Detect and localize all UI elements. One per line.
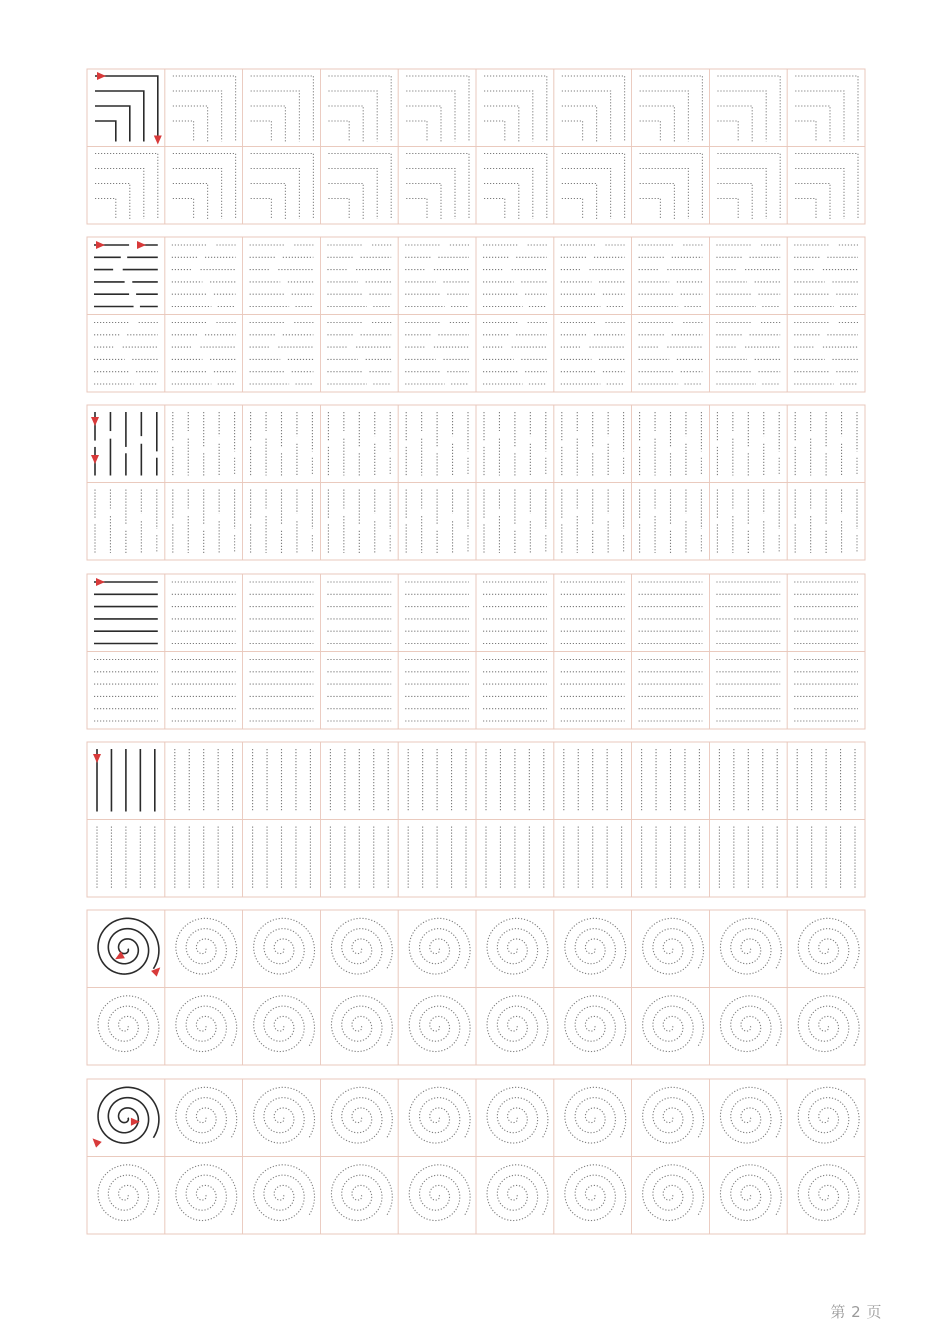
tracing-cell bbox=[320, 988, 398, 1066]
cell-border bbox=[787, 988, 865, 1066]
tracing-cell bbox=[476, 147, 554, 225]
stroke-direction-arrow-icon bbox=[97, 72, 106, 80]
cell-border bbox=[398, 820, 476, 898]
tracing-cell bbox=[165, 988, 243, 1066]
cell-border bbox=[709, 147, 787, 225]
tracing-cell bbox=[87, 315, 165, 393]
tracing-cell bbox=[632, 742, 710, 820]
cell-border bbox=[554, 652, 632, 730]
cell-border bbox=[554, 147, 632, 225]
tracing-cell bbox=[476, 69, 554, 147]
tracing-cell bbox=[787, 69, 865, 147]
section-vertical-lines bbox=[87, 742, 865, 897]
cell-border bbox=[632, 147, 710, 225]
cell-border bbox=[165, 1157, 243, 1235]
cell-border bbox=[243, 1079, 321, 1157]
tracing-cell bbox=[320, 483, 398, 561]
tracing-cell bbox=[476, 237, 554, 315]
cell-border bbox=[709, 237, 787, 315]
cell-border bbox=[165, 405, 243, 483]
tracing-cell bbox=[165, 405, 243, 483]
cell-border bbox=[320, 1079, 398, 1157]
cell-border bbox=[554, 574, 632, 652]
cell-border bbox=[398, 237, 476, 315]
tracing-cell bbox=[165, 315, 243, 393]
tracing-cell bbox=[243, 910, 321, 988]
tracing-cell bbox=[554, 910, 632, 988]
tracing-cell bbox=[320, 147, 398, 225]
cell-border bbox=[165, 147, 243, 225]
section-spiral-out bbox=[87, 910, 865, 1065]
tracing-cell bbox=[243, 988, 321, 1066]
tracing-cell bbox=[554, 147, 632, 225]
tracing-cell bbox=[709, 69, 787, 147]
cell-border bbox=[87, 652, 165, 730]
tracing-cell bbox=[632, 483, 710, 561]
tracing-cell bbox=[709, 315, 787, 393]
cell-border bbox=[165, 652, 243, 730]
cell-border bbox=[787, 483, 865, 561]
tracing-cell bbox=[320, 742, 398, 820]
tracing-cell bbox=[398, 237, 476, 315]
cell-border bbox=[787, 237, 865, 315]
tracing-cell bbox=[554, 742, 632, 820]
cell-border bbox=[165, 574, 243, 652]
cell-border bbox=[87, 483, 165, 561]
cell-border bbox=[476, 237, 554, 315]
tracing-cell bbox=[476, 652, 554, 730]
cell-border bbox=[398, 574, 476, 652]
cell-border bbox=[87, 820, 165, 898]
cell-border bbox=[243, 237, 321, 315]
cell-border bbox=[787, 405, 865, 483]
cell-border bbox=[320, 147, 398, 225]
tracing-cell bbox=[554, 988, 632, 1066]
cell-border bbox=[709, 988, 787, 1066]
cell-border bbox=[554, 69, 632, 147]
tracing-cell bbox=[165, 483, 243, 561]
example-cell bbox=[87, 742, 165, 820]
tracing-cell bbox=[398, 1079, 476, 1157]
cell-border bbox=[476, 820, 554, 898]
cell-border bbox=[709, 820, 787, 898]
tracing-cell bbox=[476, 405, 554, 483]
cell-border bbox=[709, 315, 787, 393]
tracing-cell bbox=[476, 483, 554, 561]
cell-border bbox=[398, 1157, 476, 1235]
example-cell bbox=[87, 574, 165, 652]
stroke-direction-arrow-icon bbox=[91, 455, 99, 464]
tracing-cell bbox=[787, 988, 865, 1066]
cell-border bbox=[476, 742, 554, 820]
tracing-cell bbox=[165, 147, 243, 225]
cell-border bbox=[398, 652, 476, 730]
tracing-cell bbox=[87, 1157, 165, 1235]
cell-border bbox=[165, 910, 243, 988]
example-cell bbox=[87, 237, 165, 315]
tracing-cell bbox=[632, 237, 710, 315]
cell-border bbox=[554, 820, 632, 898]
cell-border bbox=[554, 483, 632, 561]
stroke-direction-arrow-icon bbox=[90, 1136, 102, 1148]
cell-border bbox=[787, 315, 865, 393]
cell-border bbox=[243, 910, 321, 988]
cell-border bbox=[476, 574, 554, 652]
tracing-cell bbox=[243, 652, 321, 730]
tracing-cell bbox=[243, 574, 321, 652]
tracing-cell bbox=[632, 652, 710, 730]
cell-border bbox=[632, 1157, 710, 1235]
tracing-cell bbox=[787, 820, 865, 898]
section-dashes bbox=[87, 237, 865, 392]
cell-border bbox=[709, 483, 787, 561]
tracing-cell bbox=[787, 652, 865, 730]
tracing-cell bbox=[554, 69, 632, 147]
tracing-cell bbox=[787, 574, 865, 652]
cell-border bbox=[476, 405, 554, 483]
example-cell bbox=[87, 910, 165, 988]
cell-border bbox=[476, 1157, 554, 1235]
stroke-direction-arrow-icon bbox=[154, 136, 162, 145]
cell-border bbox=[632, 820, 710, 898]
cell-border bbox=[398, 405, 476, 483]
tracing-cell bbox=[787, 315, 865, 393]
example-cell bbox=[87, 405, 165, 483]
tracing-cell bbox=[398, 147, 476, 225]
tracing-cell bbox=[320, 237, 398, 315]
cell-border bbox=[320, 820, 398, 898]
cell-border bbox=[165, 69, 243, 147]
tracing-cell bbox=[243, 1079, 321, 1157]
tracing-cell bbox=[243, 147, 321, 225]
cell-border bbox=[87, 988, 165, 1066]
section-corners bbox=[87, 69, 865, 224]
tracing-cell bbox=[165, 820, 243, 898]
tracing-cell bbox=[320, 574, 398, 652]
cell-border bbox=[243, 988, 321, 1066]
tracing-cell bbox=[554, 1079, 632, 1157]
tracing-cell bbox=[320, 820, 398, 898]
tracing-cell bbox=[87, 988, 165, 1066]
tracing-cell bbox=[709, 1157, 787, 1235]
tracing-cell bbox=[709, 1079, 787, 1157]
tracing-cell bbox=[243, 237, 321, 315]
tracing-cell bbox=[243, 405, 321, 483]
stroke-direction-arrow-icon bbox=[93, 754, 101, 763]
cell-border bbox=[243, 820, 321, 898]
cell-border bbox=[476, 1079, 554, 1157]
section-vertical-dashes bbox=[87, 405, 865, 560]
tracing-cell bbox=[554, 820, 632, 898]
stroke-direction-arrow-icon bbox=[151, 965, 163, 977]
cell-border bbox=[398, 910, 476, 988]
tracing-cell bbox=[787, 910, 865, 988]
cell-border bbox=[398, 1079, 476, 1157]
tracing-cell bbox=[787, 405, 865, 483]
tracing-cell bbox=[398, 315, 476, 393]
cell-border bbox=[787, 742, 865, 820]
cell-border bbox=[320, 237, 398, 315]
tracing-cell bbox=[476, 988, 554, 1066]
cell-border bbox=[709, 1157, 787, 1235]
cell-border bbox=[165, 237, 243, 315]
tracing-cell bbox=[243, 69, 321, 147]
tracing-cell bbox=[165, 742, 243, 820]
tracing-cell bbox=[476, 1079, 554, 1157]
cell-border bbox=[320, 1157, 398, 1235]
cell-border bbox=[554, 315, 632, 393]
cell-border bbox=[320, 988, 398, 1066]
cell-border bbox=[87, 315, 165, 393]
cell-border bbox=[243, 405, 321, 483]
tracing-cell bbox=[243, 315, 321, 393]
cell-border bbox=[243, 147, 321, 225]
cell-border bbox=[787, 652, 865, 730]
tracing-cell bbox=[476, 820, 554, 898]
tracing-cell bbox=[632, 910, 710, 988]
tracing-cell bbox=[165, 652, 243, 730]
cell-border bbox=[632, 1079, 710, 1157]
cell-border bbox=[243, 69, 321, 147]
cell-border bbox=[632, 483, 710, 561]
cell-border bbox=[632, 988, 710, 1066]
tracing-cell bbox=[165, 1157, 243, 1235]
tracing-cell bbox=[476, 315, 554, 393]
tracing-cell bbox=[398, 574, 476, 652]
cell-border bbox=[709, 405, 787, 483]
tracing-cell bbox=[709, 237, 787, 315]
tracing-cell bbox=[787, 483, 865, 561]
tracing-cell bbox=[709, 147, 787, 225]
tracing-cell bbox=[476, 910, 554, 988]
tracing-cell bbox=[787, 742, 865, 820]
tracing-cell bbox=[320, 652, 398, 730]
tracing-cell bbox=[320, 315, 398, 393]
cell-border bbox=[787, 147, 865, 225]
cell-border bbox=[243, 1157, 321, 1235]
tracing-cell bbox=[554, 315, 632, 393]
tracing-cell bbox=[476, 1157, 554, 1235]
tracing-cell bbox=[554, 1157, 632, 1235]
cell-border bbox=[87, 147, 165, 225]
tracing-cell bbox=[87, 147, 165, 225]
cell-border bbox=[398, 69, 476, 147]
cell-border bbox=[165, 820, 243, 898]
tracing-cell bbox=[632, 1157, 710, 1235]
cell-border bbox=[320, 652, 398, 730]
cell-border bbox=[398, 742, 476, 820]
stroke-direction-arrow-icon bbox=[96, 578, 105, 586]
tracing-cell bbox=[787, 1079, 865, 1157]
cell-border bbox=[165, 315, 243, 393]
cell-border bbox=[554, 405, 632, 483]
tracing-cell bbox=[632, 315, 710, 393]
tracing-cell bbox=[632, 820, 710, 898]
tracing-cell bbox=[165, 574, 243, 652]
cell-border bbox=[476, 910, 554, 988]
tracing-cell bbox=[320, 1157, 398, 1235]
cell-border bbox=[87, 1157, 165, 1235]
tracing-cell bbox=[398, 69, 476, 147]
tracing-cell bbox=[398, 820, 476, 898]
cell-border bbox=[554, 988, 632, 1066]
cell-border bbox=[320, 483, 398, 561]
tracing-cell bbox=[165, 910, 243, 988]
cell-border bbox=[476, 483, 554, 561]
stroke-direction-arrow-icon bbox=[96, 241, 105, 249]
tracing-cell bbox=[709, 483, 787, 561]
tracing-cell bbox=[320, 910, 398, 988]
stroke-direction-arrow-icon bbox=[137, 241, 146, 249]
cell-border bbox=[320, 69, 398, 147]
section-horizontal-lines bbox=[87, 574, 865, 729]
tracing-cell bbox=[398, 910, 476, 988]
cell-border bbox=[709, 652, 787, 730]
cell-border bbox=[476, 652, 554, 730]
stroke-direction-arrow-icon bbox=[91, 417, 99, 426]
cell-border bbox=[320, 910, 398, 988]
cell-border bbox=[87, 69, 165, 147]
cell-border bbox=[320, 315, 398, 393]
cell-border bbox=[632, 237, 710, 315]
cell-border bbox=[787, 910, 865, 988]
cell-border bbox=[243, 652, 321, 730]
cell-border bbox=[632, 405, 710, 483]
cell-border bbox=[243, 483, 321, 561]
cell-border bbox=[709, 910, 787, 988]
cell-border bbox=[709, 742, 787, 820]
tracing-cell bbox=[554, 574, 632, 652]
cell-border bbox=[709, 574, 787, 652]
cell-border bbox=[709, 1079, 787, 1157]
tracing-cell bbox=[476, 742, 554, 820]
tracing-cell bbox=[709, 574, 787, 652]
cell-border bbox=[554, 910, 632, 988]
tracing-cell bbox=[398, 988, 476, 1066]
tracing-cell bbox=[476, 574, 554, 652]
tracing-cell bbox=[398, 742, 476, 820]
cell-border bbox=[709, 69, 787, 147]
cell-border bbox=[632, 652, 710, 730]
tracing-cell bbox=[632, 1079, 710, 1157]
cell-border bbox=[320, 742, 398, 820]
section-spiral-in bbox=[87, 1079, 865, 1234]
cell-border bbox=[87, 237, 165, 315]
tracing-cell bbox=[398, 405, 476, 483]
cell-border bbox=[476, 69, 554, 147]
cell-border bbox=[243, 315, 321, 393]
tracing-cell bbox=[632, 69, 710, 147]
tracing-cell bbox=[632, 988, 710, 1066]
tracing-cell bbox=[243, 483, 321, 561]
cell-border bbox=[165, 988, 243, 1066]
tracing-cell bbox=[787, 237, 865, 315]
tracing-cell bbox=[320, 69, 398, 147]
cell-border bbox=[632, 574, 710, 652]
cell-border bbox=[398, 483, 476, 561]
tracing-cell bbox=[320, 1079, 398, 1157]
tracing-cell bbox=[632, 405, 710, 483]
tracing-cell bbox=[165, 237, 243, 315]
tracing-cell bbox=[709, 820, 787, 898]
tracing-cell bbox=[398, 483, 476, 561]
tracing-cell bbox=[554, 652, 632, 730]
tracing-cell bbox=[709, 742, 787, 820]
tracing-cell bbox=[398, 652, 476, 730]
example-cell bbox=[87, 69, 165, 147]
cell-border bbox=[632, 910, 710, 988]
tracing-cell bbox=[87, 483, 165, 561]
cell-border bbox=[165, 742, 243, 820]
cell-border bbox=[320, 574, 398, 652]
cell-border bbox=[398, 988, 476, 1066]
cell-border bbox=[554, 237, 632, 315]
tracing-cell bbox=[632, 574, 710, 652]
cell-border bbox=[554, 1157, 632, 1235]
example-cell bbox=[87, 1079, 165, 1157]
tracing-cell bbox=[165, 69, 243, 147]
tracing-cell bbox=[787, 1157, 865, 1235]
tracing-cell bbox=[87, 820, 165, 898]
cell-border bbox=[87, 574, 165, 652]
tracing-cell bbox=[632, 147, 710, 225]
tracing-cell bbox=[243, 1157, 321, 1235]
cell-border bbox=[243, 742, 321, 820]
cell-border bbox=[632, 69, 710, 147]
cell-border bbox=[632, 742, 710, 820]
tracing-cell bbox=[709, 405, 787, 483]
cell-border bbox=[787, 69, 865, 147]
tracing-cell bbox=[87, 652, 165, 730]
cell-border bbox=[398, 315, 476, 393]
cell-border bbox=[787, 1079, 865, 1157]
cell-border bbox=[476, 988, 554, 1066]
tracing-cell bbox=[709, 652, 787, 730]
tracing-cell bbox=[709, 988, 787, 1066]
tracing-cell bbox=[398, 1157, 476, 1235]
cell-border bbox=[476, 147, 554, 225]
page-number: 第 2 页 bbox=[830, 1303, 882, 1321]
tracing-cell bbox=[243, 742, 321, 820]
tracing-cell bbox=[554, 237, 632, 315]
tracing-cell bbox=[554, 483, 632, 561]
cell-border bbox=[787, 1157, 865, 1235]
tracing-cell bbox=[243, 820, 321, 898]
cell-border bbox=[165, 1079, 243, 1157]
cell-border bbox=[554, 742, 632, 820]
tracing-cell bbox=[709, 910, 787, 988]
cell-border bbox=[632, 315, 710, 393]
cell-border bbox=[787, 820, 865, 898]
tracing-cell bbox=[787, 147, 865, 225]
cell-border bbox=[243, 574, 321, 652]
cell-border bbox=[787, 574, 865, 652]
cell-border bbox=[398, 147, 476, 225]
tracing-cell bbox=[554, 405, 632, 483]
cell-border bbox=[320, 405, 398, 483]
cell-border bbox=[165, 483, 243, 561]
tracing-cell bbox=[320, 405, 398, 483]
tracing-cell bbox=[165, 1079, 243, 1157]
cell-border bbox=[554, 1079, 632, 1157]
cell-border bbox=[476, 315, 554, 393]
